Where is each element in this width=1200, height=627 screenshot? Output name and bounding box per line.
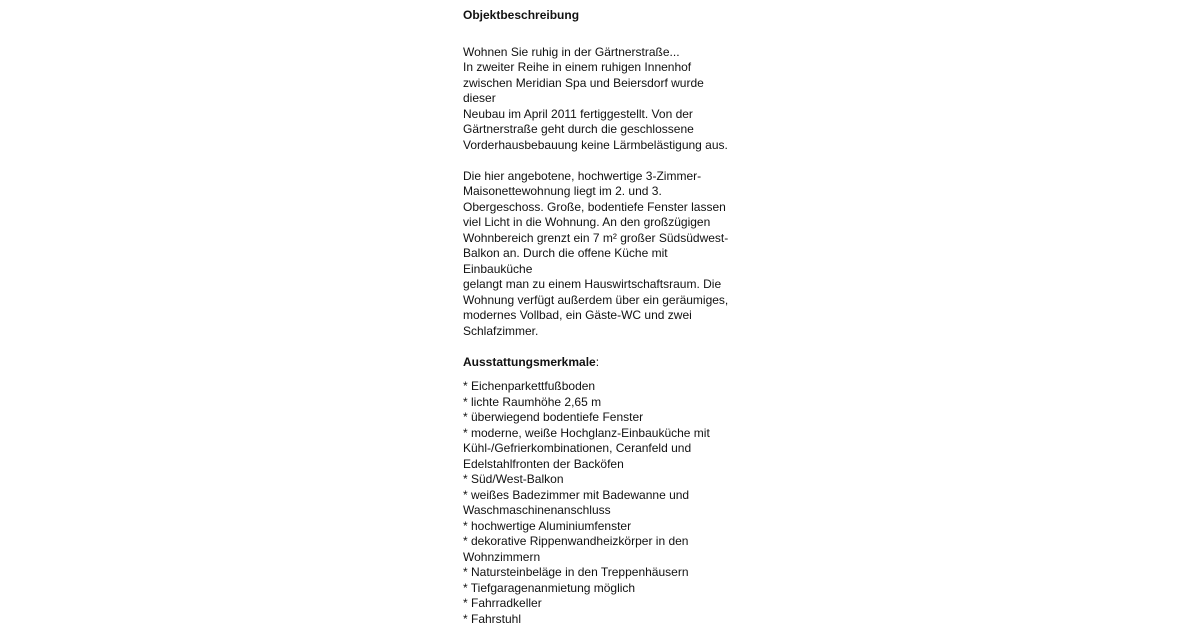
- features-heading-colon: :: [596, 355, 599, 369]
- text-line: Die hier angebotene, hochwertige 3-Zimmer-: [463, 169, 735, 185]
- text-line: Maisonettewohnung liegt im 2. und 3.: [463, 184, 735, 200]
- text-line: Wohnbereich grenzt ein 7 m² großer Südsüdwest-: [463, 231, 735, 247]
- list-item: * lichte Raumhöhe 2,65 m: [463, 395, 735, 411]
- list-item: * hochwertige Aluminiumfenster: [463, 519, 735, 535]
- text-line: Neubau im April 2011 fertiggestellt. Von der: [463, 107, 735, 123]
- list-item: * Natursteinbeläge in den Treppenhäusern: [463, 565, 735, 581]
- list-item: * Fahrstuhl: [463, 612, 735, 627]
- text-line: modernes Vollbad, ein Gäste-WC und zwei: [463, 308, 735, 324]
- list-item: Waschmaschinenanschluss: [463, 503, 735, 519]
- text-line: Gärtnerstraße geht durch die geschlossene: [463, 122, 735, 138]
- list-item: Wohnzimmern: [463, 550, 735, 566]
- list-item: * weißes Badezimmer mit Badewanne und: [463, 488, 735, 504]
- list-item: * Eichenparkettfußboden: [463, 379, 735, 395]
- list-item: * Fahrradkeller: [463, 596, 735, 612]
- list-item: * dekorative Rippenwandheizkörper in den: [463, 534, 735, 550]
- text-line: viel Licht in die Wohnung. An den großzügigen: [463, 215, 735, 231]
- features-heading: [463, 355, 735, 371]
- list-item: * überwiegend bodentiefe Fenster: [463, 410, 735, 426]
- text-line: Wohnen Sie ruhig in der Gärtnerstraße...: [463, 45, 735, 61]
- spacer: [463, 339, 735, 355]
- text-line: zwischen Meridian Spa und Beiersdorf wurde dieser: [463, 76, 735, 107]
- document-title: Objektbeschreibung: [463, 8, 735, 24]
- text-line: Obergeschoss. Große, bodentiefe Fenster lassen: [463, 200, 735, 216]
- text-line: Vorderhausbebauung keine Lärmbelästigung aus.: [463, 138, 735, 154]
- list-item: * moderne, weiße Hochglanz-Einbauküche mit: [463, 426, 735, 442]
- text-line: gelangt man zu einem Hauswirtschaftsraum. Die: [463, 277, 735, 293]
- text-line: Schlafzimmer.: [463, 324, 735, 340]
- list-item: Kühl-/Gefrierkombinationen, Ceranfeld und: [463, 441, 735, 457]
- list-item: Edelstahlfronten der Backöfen: [463, 457, 735, 473]
- text-line: Wohnung verfügt außerdem über ein geräumiges,: [463, 293, 735, 309]
- description-paragraph: [463, 169, 735, 340]
- features-list: [463, 379, 735, 627]
- spacer: [463, 370, 735, 379]
- text-line: Balkon an. Durch die offene Küche mit Einbauküche: [463, 246, 735, 277]
- features-heading-text: Ausstattungsmerkmale: [463, 355, 596, 369]
- spacer: [463, 153, 735, 169]
- list-item: * Süd/West-Balkon: [463, 472, 735, 488]
- list-item: * Tiefgaragenanmietung möglich: [463, 581, 735, 597]
- spacer: [463, 24, 735, 45]
- intro-paragraph: [463, 45, 735, 154]
- document-page: [463, 8, 735, 627]
- text-line: In zweiter Reihe in einem ruhigen Innenhof: [463, 60, 735, 76]
